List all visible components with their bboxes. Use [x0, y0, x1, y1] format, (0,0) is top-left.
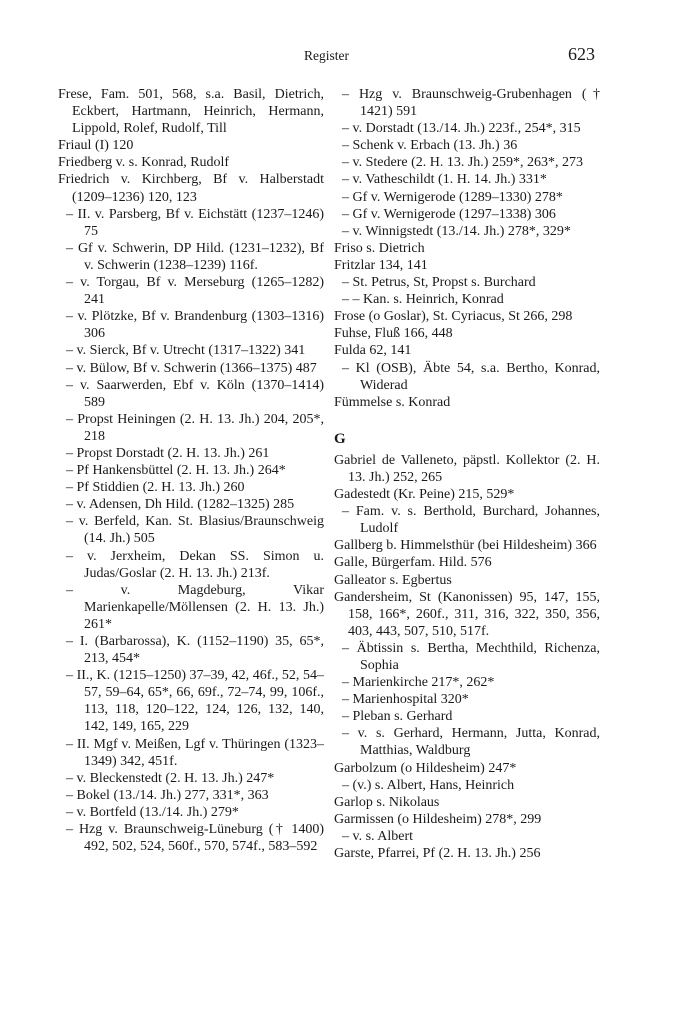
index-entry: Gallberg b. Himmelsthür (bei Hildesheim) 366 [334, 538, 597, 554]
index-column-right [334, 86, 600, 862]
index-subentry: – v. Torgau, Bf v. Merseburg (1265–1282) 241 [66, 275, 324, 308]
index-subentry: – v. Bülow, Bf v. Schwerin (1366–1375) 487 [66, 360, 317, 376]
index-subentry: – Gf v. Schwerin, DP Hild. (1231–1232), Bf v. Schwerin (1238–1239) 116f. [66, 240, 324, 273]
index-entry: Galle, Bürgerfam. Hild. 576 [334, 555, 492, 571]
index-subentry: – Gf v. Wernigerode (1289–1330) 278* [342, 189, 563, 205]
index-column-left [58, 86, 324, 855]
index-subentry: – v. Adensen, Dh Hild. (1282–1325) 285 [66, 497, 295, 513]
index-subentry: – v. s. Gerhard, Hermann, Jutta, Konrad, Matthias, Waldburg [342, 726, 600, 759]
index-subentry: – v. Magdeburg, Vikar Marienkapelle/Möllensen (2. H. 13. Jh.) 261* [66, 582, 324, 632]
index-subentry: – v. Berfeld, Kan. St. Blasius/Braunschweig (14. Jh.) 505 [66, 514, 324, 547]
index-entry: Garste, Pfarrei, Pf (2. H. 13. Jh.) 256 [334, 846, 541, 862]
index-entry: Garmissen (o Hildesheim) 278*, 299 [334, 811, 542, 827]
index-entry: Fulda 62, 141 [334, 343, 412, 359]
index-subentry: – Marienkirche 217*, 262* [342, 675, 495, 691]
index-entry: Frese, Fam. 501, 568, s.a. Basil, Dietrich, Eckbert, Hartmann, Heinrich, Hermann, Lippold, Rolef, Rudolf, Till [58, 87, 324, 137]
index-subentry: – v. Bortfeld (13./14. Jh.) 279* [66, 804, 239, 820]
index-subentry: – v. Stedere (2. H. 13. Jh.) 259*, 263*, 273 [342, 155, 583, 171]
index-entry: Fritzlar 134, 141 [334, 257, 428, 273]
index-subentry: – Pleban s. Gerhard [342, 709, 453, 725]
index-subentry: – v. Bleckenstedt (2. H. 13. Jh.) 247* [66, 770, 275, 786]
index-entry: Frose (o Goslar), St. Cyriacus, St 266, 298 [334, 309, 573, 325]
index-subentry: – – Kan. s. Heinrich, Konrad [342, 292, 504, 308]
index-entry: Friedberg v. s. Konrad, Rudolf [58, 155, 230, 171]
index-subentry: – Hzg v. Braunschweig-Grubenhagen († 1421) 591 [342, 87, 600, 120]
index-subentry: – II. v. Parsberg, Bf v. Eichstätt (1237–1246) 75 [66, 206, 324, 239]
index-subentry: – v. Jerxheim, Dekan SS. Simon u. Judas/Goslar (2. H. 13. Jh.) 213f. [66, 548, 324, 581]
index-subentry: – St. Petrus, St, Propst s. Burchard [342, 275, 536, 291]
index-section-heading: G [334, 430, 346, 447]
index-entry: Gabriel de Valleneto, päpstl. Kollektor (2. H. 13. Jh.) 252, 265 [334, 452, 600, 485]
index-subentry: – Marienhospital 320* [342, 692, 469, 708]
index-entry: Friaul (I) 120 [58, 138, 134, 154]
running-title: Register [304, 48, 349, 63]
index-entry: Fümmelse s. Konrad [334, 394, 451, 410]
index-subentry: – v. Vatheschildt (1. H. 14. Jh.) 331* [342, 172, 547, 188]
index-subentry: – Gf v. Wernigerode (1297–1338) 306 [342, 206, 556, 222]
page-number: 623 [568, 44, 595, 64]
index-subentry: – v. Saarwerden, Ebf v. Köln (1370–1414) 589 [66, 377, 324, 410]
index-entry: Galleator s. Egbertus [334, 572, 452, 588]
index-entry: Gadestedt (Kr. Peine) 215, 529* [334, 487, 515, 503]
index-subentry: – v. Plötzke, Bf v. Brandenburg (1303–1316) 306 [66, 309, 324, 342]
index-subentry: – Pf Hankensbüttel (2. H. 13. Jh.) 264* [66, 463, 286, 479]
index-entry: Friedrich v. Kirchberg, Bf v. Halberstadt (1209–1236) 120, 123 [58, 172, 324, 205]
index-subentry: – Kl (OSB), Äbte 54, s.a. Bertho, Konrad, Widerad [342, 360, 600, 393]
index-subentry: – v. Winnigstedt (13./14. Jh.) 278*, 329* [342, 223, 571, 239]
index-entry: Garlop s. Nikolaus [334, 794, 440, 810]
index-subentry: – Äbtissin s. Bertha, Mechthild, Richenza, Sophia [342, 640, 600, 673]
index-subentry: – Schenk v. Erbach (13. Jh.) 36 [342, 138, 518, 154]
index-subentry: – I. (Barbarossa), K. (1152–1190) 35, 65*, 213, 454* [66, 634, 324, 667]
index-entry: Garbolzum (o Hildesheim) 247* [334, 760, 517, 776]
index-subentry: – Fam. v. s. Berthold, Burchard, Johannes, Ludolf [342, 504, 600, 537]
index-entry: Fuhse, Fluß 166, 448 [334, 326, 453, 342]
index-entry: Gandersheim, St (Kanonissen) 95, 147, 155, 158, 166*, 260f., 311, 316, 322, 350, 356, 403, 443, 507, 510, 517f. [334, 589, 600, 639]
index-subentry: – Hzg v. Braunschweig-Lüneburg († 1400) 492, 502, 524, 560f., 570, 574f., 583–592 [66, 822, 324, 855]
index-entry: Friso s. Dietrich [334, 240, 425, 256]
index-subentry: – II., K. (1215–1250) 37–39, 42, 46f., 52, 54–57, 59–64, 65*, 66, 69f., 72–74, 99, 106f., 113, 118, 120–122, 124, 126, 132, 140, 142, 149, 165, 229 [66, 668, 324, 735]
index-subentry: – (v.) s. Albert, Hans, Heinrich [342, 777, 515, 793]
index-subentry: – v. s. Albert [342, 828, 414, 844]
index-subentry: – Bokel (13./14. Jh.) 277, 331*, 363 [66, 787, 269, 803]
index-subentry: – Propst Dorstadt (2. H. 13. Jh.) 261 [66, 445, 270, 461]
index-subentry: – v. Dorstadt (13./14. Jh.) 223f., 254*, 315 [342, 121, 581, 137]
page-header [58, 44, 595, 68]
index-subentry: – II. Mgf v. Meißen, Lgf v. Thüringen (1323–1349) 342, 451f. [66, 736, 324, 769]
index-subentry: – v. Sierck, Bf v. Utrecht (1317–1322) 341 [66, 343, 306, 359]
index-subentry: – Propst Heiningen (2. H. 13. Jh.) 204, 205*, 218 [66, 411, 324, 444]
index-subentry: – Pf Stiddien (2. H. 13. Jh.) 260 [66, 480, 245, 496]
